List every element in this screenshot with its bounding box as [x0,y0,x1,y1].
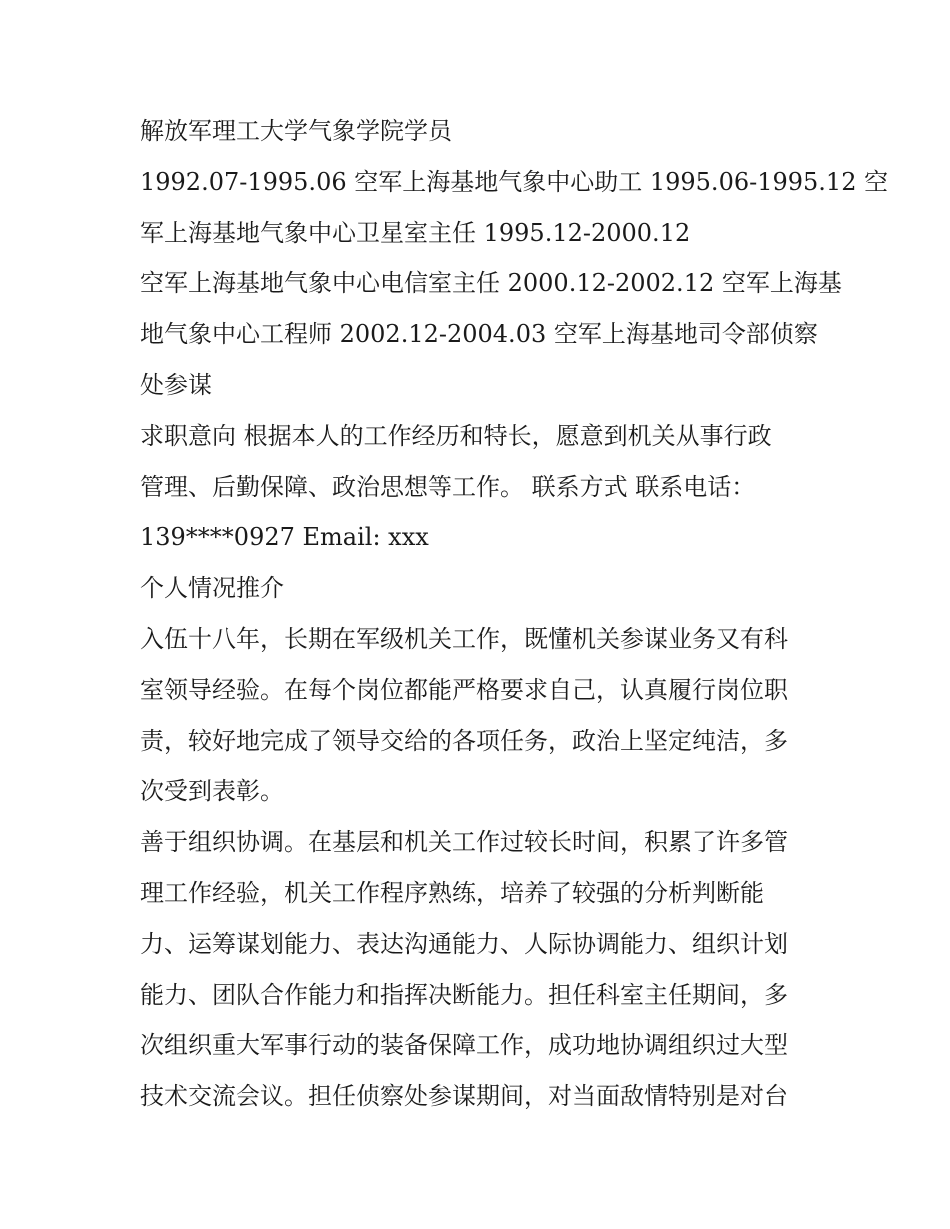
text-line-3: 军上海基地气象中心卫星室主任 1995.12-2000.12 [140,218,691,247]
text-line-20: 技术交流会议。担任侦察处参谋期间，对当面敌情特别是对台 [140,1082,788,1111]
text-line-6: 处参谋 [140,370,212,399]
text-line-5: 地气象中心工程师 2002.12-2004.03 空军上海基地司令部侦察 [140,320,818,349]
text-line-4: 空军上海基地气象中心电信室主任 2000.12-2002.12 空军上海基 [140,269,842,298]
text-line-16: 理工作经验，机关工作程序熟练，培养了较强的分析判断能 [140,878,764,907]
text-line-12: 室领导经验。在每个岗位都能严格要求自己，认真履行岗位职 [140,675,788,704]
text-line-11: 入伍十八年，长期在军级机关工作，既懂机关参谋业务又有科 [140,624,788,653]
text-line-7: 求职意向 根据本人的工作经历和特长，愿意到机关从事行政 [140,421,772,450]
text-line-18: 能力、团队合作能力和指挥决断能力。担任科室主任期间，多 [140,980,788,1009]
text-line-8: 管理、后勤保障、政治思想等工作。 联系方式 联系电话： [140,472,756,501]
text-line-13: 责，较好地完成了领导交给的各项任务，政治上坚定纯洁，多 [140,726,788,755]
text-line-17: 力、运筹谋划能力、表达沟通能力、人际协调能力、组织计划 [140,929,788,958]
text-line-1: 解放军理工大学气象学院学员 [140,117,452,145]
text-line-10: 个人情况推介 [140,574,284,603]
text-line-2: 1992.07-1995.06 空军上海基地气象中心助工 1995.06-1995.12 空 [140,167,889,196]
text-line-19: 次组织重大军事行动的装备保障工作，成功地协调组织过大型 [140,1031,788,1060]
text-line-14: 次受到表彰。 [140,777,284,806]
text-line-9: 139****0927 Email: xxx [140,523,429,552]
text-line-15: 善于组织协调。在基层和机关工作过较长时间，积累了许多管 [140,828,788,857]
